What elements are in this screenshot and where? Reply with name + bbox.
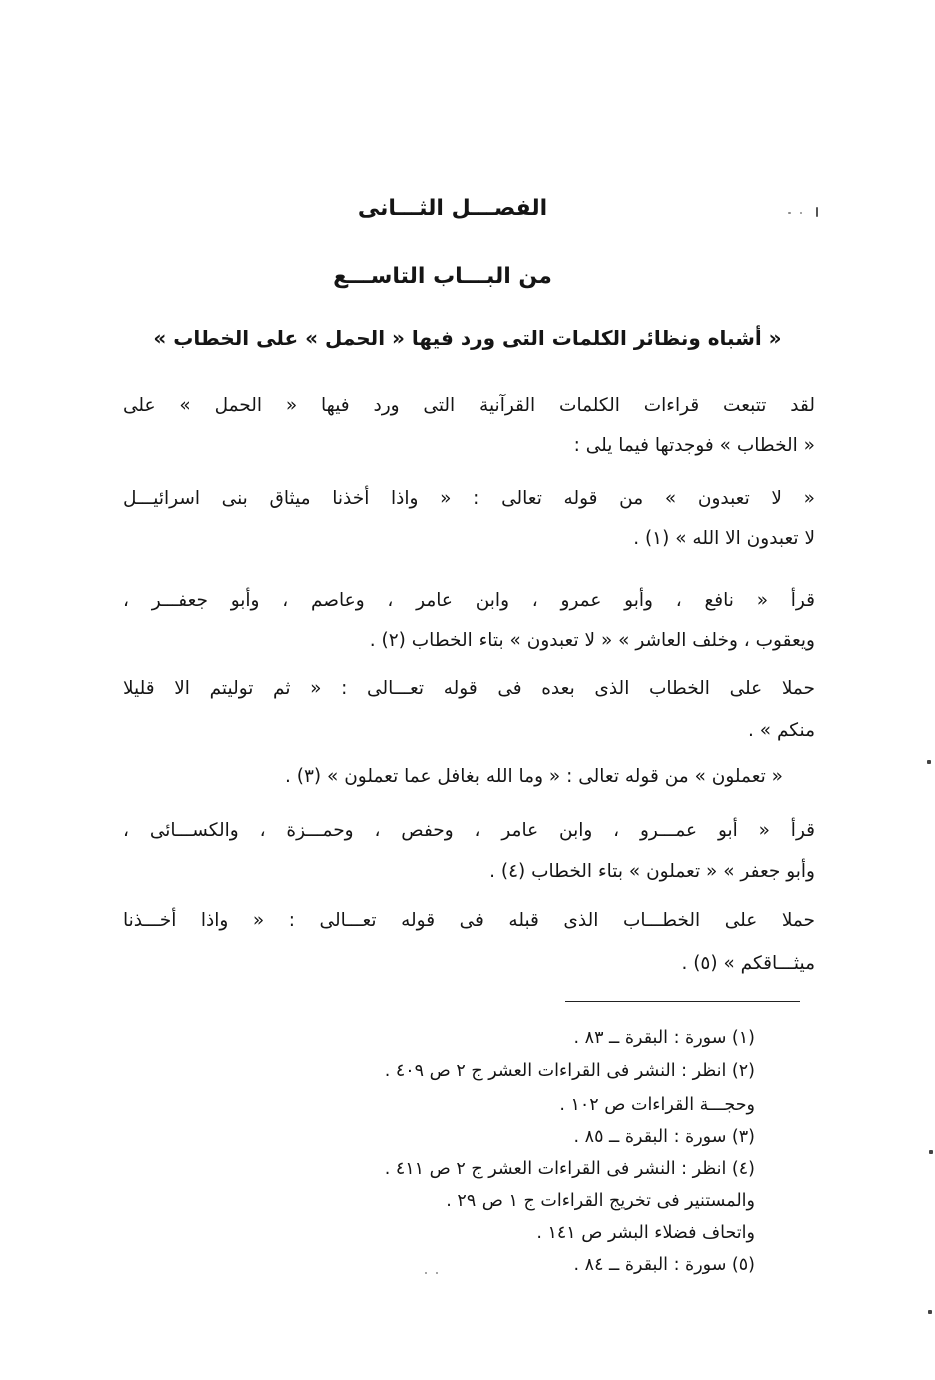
- footnote-4: (٤) انظر : النشر فى القراءات العشر ج ٢ ص ٤١١ .: [384, 1159, 755, 1179]
- scan-speck: [816, 207, 818, 217]
- body-line-12: حملا على الخطـــاب الذى قبله فى قوله تعـــالى : « واذا أخـــذنا: [123, 910, 815, 931]
- body-line-3: « لا تعبدون » من قوله تعالى : « واذا أخذنا ميثاق بنى اسرائيـــل: [123, 488, 815, 509]
- body-line-13: ميثـــاقكم » (٥) .: [681, 953, 815, 974]
- body-line-11: وأبو جعفر » « تعملون » بتاء الخطاب (٤) .: [489, 861, 815, 882]
- footnote-divider: [565, 1001, 800, 1002]
- body-line-9: « تعملون » من قوله تعالى : « وما الله بغافل عما تعملون » (٣) .: [285, 766, 783, 787]
- body-line-2: « الخطاب » فوجدتها فيما يلى :: [573, 435, 815, 456]
- scan-speck: [929, 1150, 933, 1154]
- body-line-4: لا تعبدون الا الله » (١) .: [633, 528, 815, 549]
- chapter-title: الفصـــل الثـــانى: [357, 196, 548, 221]
- footnote-2-cont: وحجـــة القراءات ص ١٠٢ .: [559, 1095, 755, 1115]
- body-line-7: حملا على الخطاب الذى بعده فى قوله تعـــالى : « ثم توليتم الا قليلا: [123, 678, 815, 699]
- scan-speck: [800, 212, 802, 214]
- scan-speck: [788, 212, 791, 214]
- footnote-5: (٥) سورة : البقرة ــ ٨٤ .: [573, 1255, 755, 1275]
- body-line-6: ويعقوب ، وخلف العاشر » « لا تعبدون » بتاء الخطاب (٢) .: [369, 630, 815, 651]
- scan-speck: [927, 760, 931, 764]
- footnote-3: (٣) سورة : البقرة ــ ٨٥ .: [573, 1127, 755, 1147]
- scan-speck: [928, 1310, 932, 1314]
- body-line-5: قرأ « نافع ، وأبو عمرو ، وابن عامر ، وعاصم ، وأبو جعفـــر ،: [123, 590, 815, 611]
- body-line-8: منكم » .: [748, 720, 815, 741]
- footnote-4-cont-1: والمستنير فى تخريج القراءات ج ١ ص ٢٩ .: [446, 1191, 755, 1211]
- section-title: من البـــاب التاســـع: [333, 264, 552, 289]
- footnote-1: (١) سورة : البقرة ــ ٨٣ .: [573, 1028, 755, 1048]
- footnote-4-cont-2: واتحاف فضلاء البشر ص ١٤١ .: [536, 1223, 755, 1243]
- body-line-10: قرأ « أبو عمـــرو ، وابن عامر ، وحفص ، وحمـــزة ، والكســـائى ،: [123, 820, 815, 841]
- scan-speck: [436, 1272, 438, 1274]
- topic-title: « أشباه ونظائر الكلمات التى ورد فيها « الحمل » على الخطاب »: [153, 326, 782, 350]
- scan-speck: [425, 1272, 427, 1274]
- body-line-1: لقد تتبعت قراءات الكلمات القرآنية التى ورد فيها « الحمل » على: [123, 395, 815, 416]
- footnote-2: (٢) انظر : النشر فى القراءات العشر ج ٢ ص ٤٠٩ .: [384, 1061, 755, 1081]
